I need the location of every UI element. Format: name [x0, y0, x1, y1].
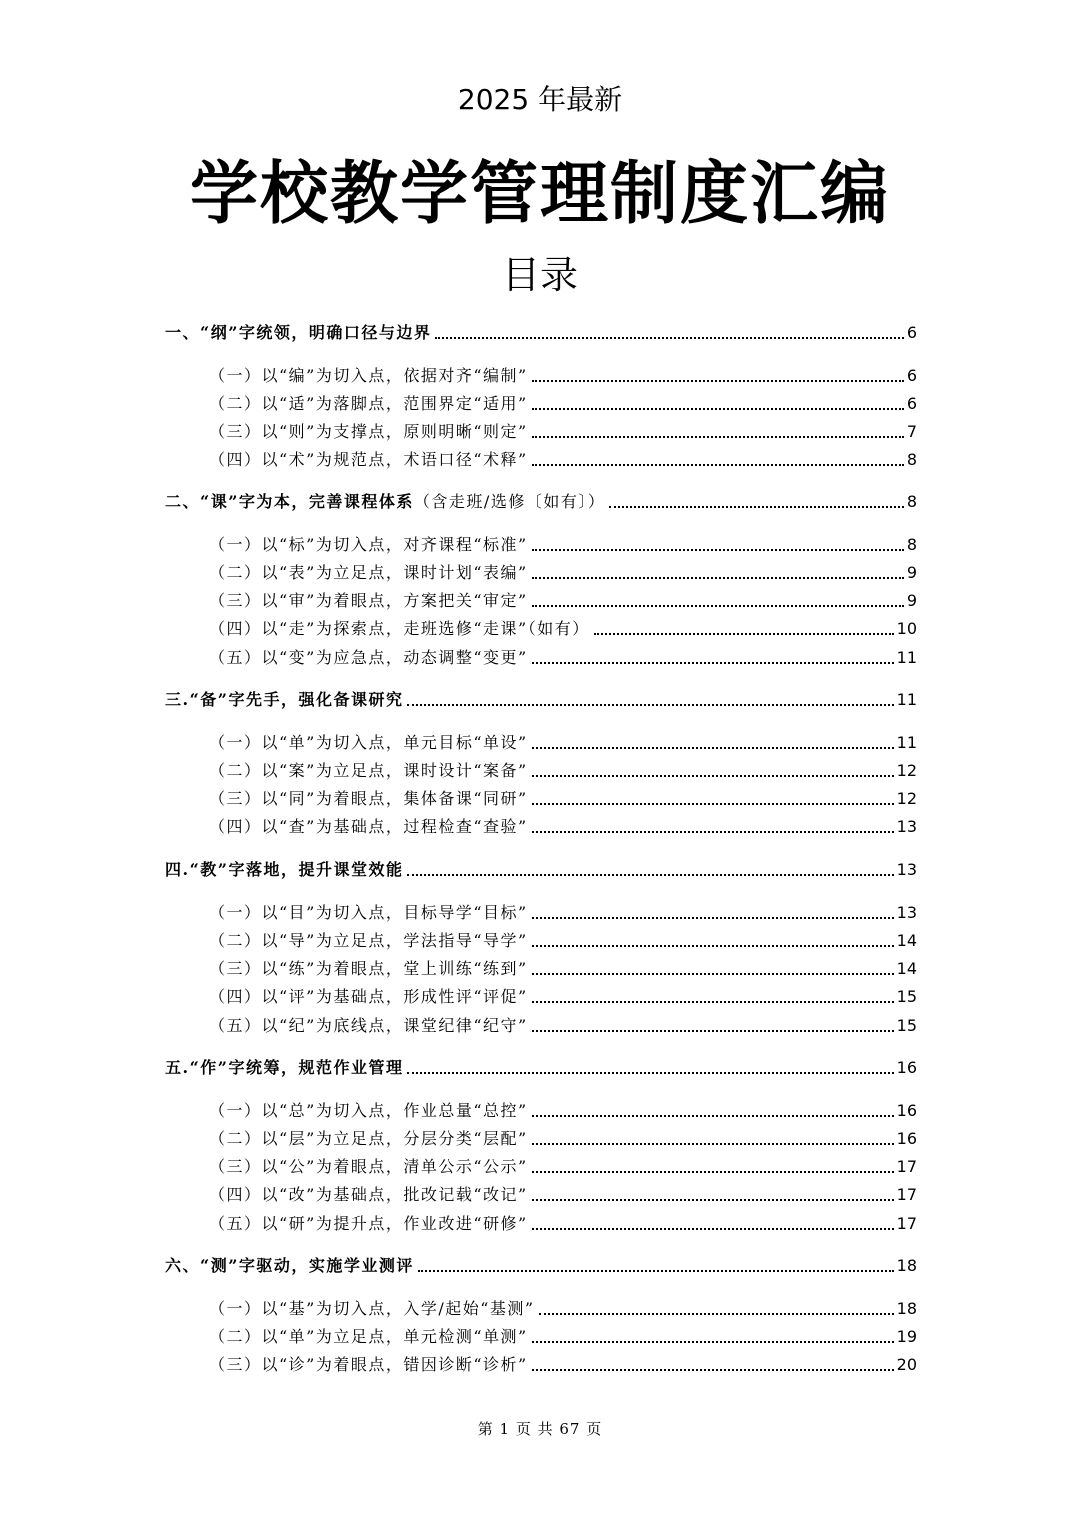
toc-entry-title: （二）以“单”为立足点，单元检测“单测”	[209, 1327, 528, 1346]
toc-subsection[interactable]	[209, 1011, 917, 1037]
toc-entry-label	[209, 930, 528, 952]
toc-subsection[interactable]	[209, 445, 917, 471]
dot-leader	[407, 874, 893, 876]
toc-entry-label	[165, 859, 403, 881]
toc-page-number: 8	[906, 450, 917, 469]
toc-subsection[interactable]	[209, 898, 917, 924]
toc-entry-title: （二）以“适”为落脚点，范围界定“适用”	[209, 394, 528, 413]
toc-entry-title: （二）以“导”为立足点，学法指导“导学”	[209, 931, 528, 950]
toc-heading: 目录	[501, 253, 578, 297]
toc-entry-title: （四）以“术”为规范点，术语口径“术释”	[209, 450, 528, 469]
toc-entry-title: （一）以“编”为切入点，依据对齐“编制”	[209, 366, 528, 385]
toc-subsection[interactable]	[209, 1180, 917, 1206]
toc-section[interactable]	[165, 1053, 917, 1079]
toc-entry-label	[209, 1184, 528, 1206]
toc-subsection[interactable]	[209, 1322, 917, 1348]
toc-page-number: 19	[896, 1327, 917, 1346]
dot-leader	[532, 945, 894, 947]
toc-page-number: 15	[896, 987, 917, 1006]
toc-entry-label	[209, 534, 528, 556]
toc-subsection[interactable]	[209, 643, 917, 669]
toc-page-number: 18	[896, 1299, 917, 1318]
dot-leader	[532, 1369, 894, 1371]
toc-page-number: 8	[906, 535, 917, 554]
toc-entry-title: 六、“测”字驱动，实施学业测评	[165, 1256, 414, 1275]
dot-leader	[532, 803, 894, 805]
toc-page-number: 6	[906, 366, 917, 385]
toc-subsection[interactable]	[209, 982, 917, 1008]
toc-entry-title: （四）以“评”为基础点，形成性评“评促”	[209, 987, 528, 1006]
toc-entry-title: 一、“纲”字统领，明确口径与边界	[165, 323, 432, 342]
toc-page-number: 16	[896, 1058, 917, 1077]
dot-leader	[407, 704, 893, 706]
toc-entry-label	[165, 689, 403, 711]
toc-page-number: 9	[906, 563, 917, 582]
toc-subsection[interactable]	[209, 1350, 917, 1376]
toc-subsection[interactable]	[209, 756, 917, 782]
toc-page-number: 18	[896, 1256, 917, 1275]
toc-entry-label	[209, 732, 528, 754]
toc-subsection[interactable]	[209, 389, 917, 415]
toc-page-number: 12	[896, 789, 917, 808]
dot-leader	[532, 1171, 894, 1173]
toc-page-number: 6	[906, 394, 917, 413]
toc-entry-label	[209, 562, 528, 584]
toc-page-number: 11	[896, 733, 917, 752]
toc-entry-title: 四.“教”字落地，提升课堂效能	[165, 860, 404, 879]
year-label: 2025 年最新	[457, 83, 623, 116]
toc-page-number: 8	[906, 492, 917, 511]
toc-entry-label	[209, 902, 528, 924]
toc-entry-title: （一）以“单”为切入点，单元目标“单设”	[209, 733, 528, 752]
dot-leader	[532, 464, 904, 466]
toc-page-number: 17	[896, 1185, 917, 1204]
toc-subsection[interactable]	[209, 361, 917, 387]
toc-entry-label	[209, 958, 528, 980]
toc-entry-title: （三）以“同”为着眼点，集体备课“同研”	[209, 789, 528, 808]
toc-subsection[interactable]	[209, 926, 917, 952]
toc-page-number: 13	[896, 903, 917, 922]
toc-page-number: 6	[906, 323, 917, 342]
toc-subsection[interactable]	[209, 530, 917, 556]
toc-page-number: 17	[896, 1214, 917, 1233]
toc-page-number: 11	[896, 648, 917, 667]
dot-leader	[532, 1341, 894, 1343]
dot-leader	[532, 775, 894, 777]
dot-leader	[539, 1313, 894, 1315]
toc-entry-label	[165, 322, 431, 344]
dot-leader	[532, 605, 904, 607]
dot-leader	[532, 408, 904, 410]
toc-entry-title: 五.“作”字统筹，规范作业管理	[165, 1058, 404, 1077]
toc-page-number: 20	[896, 1355, 917, 1374]
toc-entry-title: （二）以“案”为立足点，课时设计“案备”	[209, 761, 528, 780]
dot-leader	[532, 436, 904, 438]
toc-entry-title: （三）以“练”为着眼点，堂上训练“练到”	[209, 959, 528, 978]
toc-entry-title: （四）以“改”为基础点，批改记载“改记”	[209, 1185, 528, 1204]
toc-entry-title: （三）以“诊”为着眼点，错因诊断“诊析”	[209, 1355, 528, 1374]
dot-leader	[532, 577, 904, 579]
dot-leader	[435, 337, 903, 339]
toc-entry-label	[209, 1213, 528, 1235]
toc-entry-label	[209, 1298, 535, 1320]
dot-leader	[532, 917, 894, 919]
toc-section[interactable]	[165, 855, 917, 881]
document-title: 学校教学管理制度汇编	[189, 155, 890, 234]
toc-entry-title: （一）以“标”为切入点，对齐课程“标准”	[209, 535, 528, 554]
toc-subsection[interactable]	[209, 1209, 917, 1235]
toc-entry-label	[209, 1326, 528, 1348]
toc-subsection[interactable]	[209, 1096, 917, 1122]
toc-entry-title: 三.“备”字先手，强化备课研究	[165, 690, 404, 709]
toc-page-number: 11	[896, 690, 917, 709]
toc-entry-label	[209, 1354, 528, 1376]
toc-entry-label	[209, 449, 528, 471]
toc-entry-label	[209, 618, 590, 640]
dot-leader	[532, 662, 894, 664]
dot-leader	[532, 1115, 894, 1117]
toc-entry-label	[209, 1156, 528, 1178]
dot-leader	[532, 1001, 894, 1003]
toc-entry-title: （五）以“变”为应急点，动态调整“变更”	[209, 648, 528, 667]
toc-page-number: 17	[896, 1157, 917, 1176]
dot-leader	[532, 831, 894, 833]
dot-leader	[609, 506, 903, 508]
toc-page-number: 14	[896, 931, 917, 950]
dot-leader	[532, 549, 904, 551]
toc-entry-label	[209, 986, 528, 1008]
toc-entry-suffix: （含走班/选修〔如有〕）	[413, 492, 606, 511]
toc-entry-label	[209, 421, 528, 443]
dot-leader	[532, 747, 894, 749]
toc-subsection[interactable]	[209, 954, 917, 980]
toc-entry-title: （三）以“则”为支撑点，原则明晰“则定”	[209, 422, 528, 441]
toc-page-number: 7	[906, 422, 917, 441]
page-footer: 第 1 页 共 67 页	[477, 1420, 603, 1438]
toc-section[interactable]	[165, 685, 917, 711]
toc-entry-title: （五）以“纪”为底线点，课堂纪律“纪守”	[209, 1016, 528, 1035]
dot-leader	[532, 1228, 894, 1230]
toc-entry-title: （四）以“走”为探索点，走班选修“走课”（如有）	[209, 619, 590, 638]
toc-entry-title: （二）以“层”为立足点，分层分类“层配”	[209, 1129, 528, 1148]
toc-entry-label	[209, 365, 528, 387]
toc-entry-label	[209, 1015, 528, 1037]
toc-entry-label	[209, 647, 528, 669]
toc-subsection[interactable]	[209, 1152, 917, 1178]
toc-entry-label	[209, 393, 528, 415]
toc-entry-title: （一）以“基”为切入点，入学/起始“基测”	[209, 1299, 535, 1318]
toc-entry-label	[209, 1100, 528, 1122]
toc-entry-label	[209, 788, 528, 810]
toc-entry-label	[209, 760, 528, 782]
toc-page-number: 10	[896, 619, 917, 638]
dot-leader	[418, 1270, 894, 1272]
toc-page-number: 13	[896, 817, 917, 836]
toc-subsection[interactable]	[209, 417, 917, 443]
toc-page-number: 13	[896, 860, 917, 879]
toc-section[interactable]	[165, 318, 917, 344]
toc-entry-title: （三）以“审”为着眼点，方案把关“审定”	[209, 591, 528, 610]
toc-entry-title: （二）以“表”为立足点，课时计划“表编”	[209, 563, 528, 582]
toc-entry-title: （四）以“查”为基础点，过程检查“查验”	[209, 817, 528, 836]
toc-entry-label	[209, 590, 528, 612]
toc-entry-label	[165, 1057, 403, 1079]
dot-leader	[532, 1030, 894, 1032]
toc-entry-title: 二、“课”字为本，完善课程体系	[165, 492, 414, 511]
toc-entry-label	[209, 816, 528, 838]
toc-section[interactable]	[165, 487, 917, 513]
dot-leader	[594, 633, 894, 635]
toc-subsection[interactable]	[209, 614, 917, 640]
dot-leader	[532, 380, 904, 382]
dot-leader	[407, 1072, 893, 1074]
toc-entry-title: （五）以“研”为提升点，作业改进“研修”	[209, 1214, 528, 1233]
toc-entry-label	[165, 491, 605, 513]
toc-subsection[interactable]	[209, 1294, 917, 1320]
toc-entry-title: （一）以“总”为切入点，作业总量“总控”	[209, 1101, 528, 1120]
toc-page-number: 9	[906, 591, 917, 610]
dot-leader	[532, 1143, 894, 1145]
toc-section[interactable]	[165, 1251, 917, 1277]
toc-subsection[interactable]	[209, 558, 917, 584]
toc-page-number: 15	[896, 1016, 917, 1035]
toc-page-number: 12	[896, 761, 917, 780]
toc-subsection[interactable]	[209, 586, 917, 612]
toc-page-number: 16	[896, 1101, 917, 1120]
toc-subsection[interactable]	[209, 812, 917, 838]
toc-entry-label	[209, 1128, 528, 1150]
toc-subsection[interactable]	[209, 1124, 917, 1150]
toc-page-number: 16	[896, 1129, 917, 1148]
dot-leader	[532, 973, 894, 975]
toc-entry-title: （一）以“目”为切入点，目标导学“目标”	[209, 903, 528, 922]
dot-leader	[532, 1199, 894, 1201]
toc-entry-label	[165, 1255, 414, 1277]
toc-page-number: 14	[896, 959, 917, 978]
toc-entry-title: （三）以“公”为着眼点，清单公示“公示”	[209, 1157, 528, 1176]
toc-subsection[interactable]	[209, 728, 917, 754]
toc-subsection[interactable]	[209, 784, 917, 810]
table-of-contents	[165, 0, 917, 1400]
